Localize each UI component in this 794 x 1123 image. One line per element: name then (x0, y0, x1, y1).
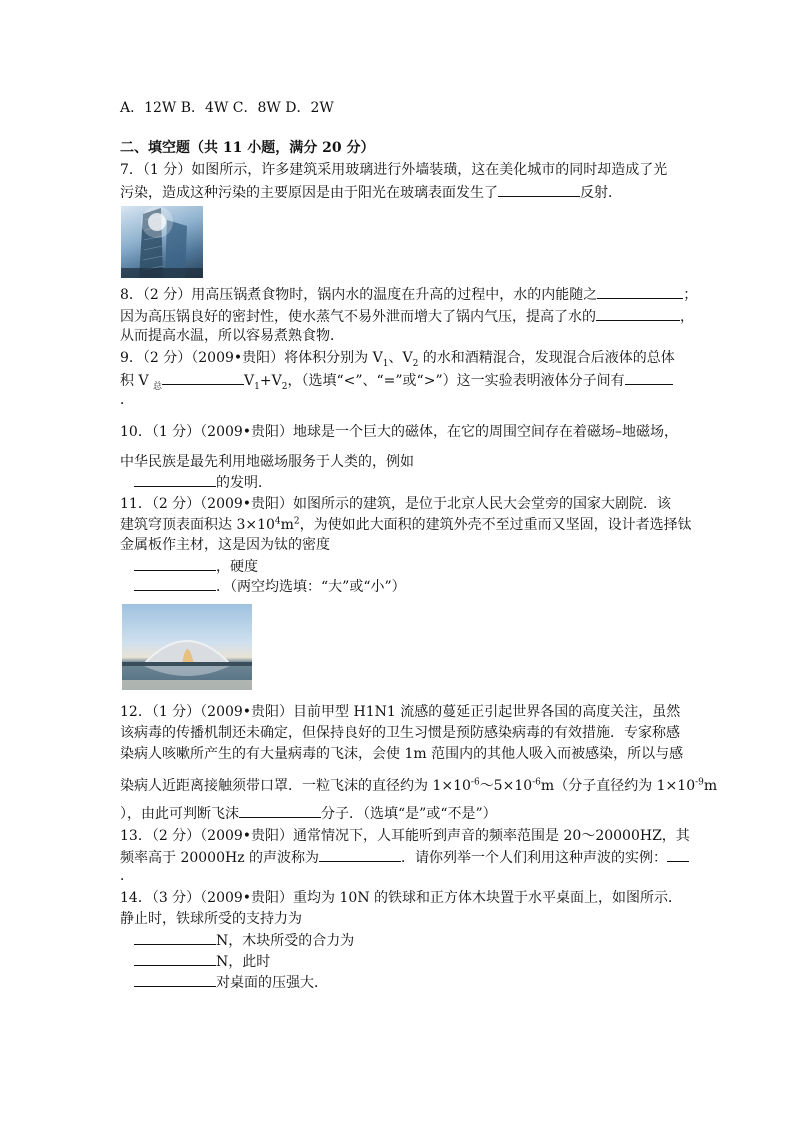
q13-line2 (120, 847, 689, 868)
q12-line3: 染病人咳嗽所产生的有大量病毒的飞沫，会使 1m 范围内的其他人吸入而被感染，所以与感 (120, 746, 684, 762)
q12-text-e: ），由此可判断飞沫 (120, 806, 239, 822)
q9-sub-3: 1 (254, 381, 260, 392)
q9-sub-2: 2 (412, 358, 419, 369)
q13-blank-2[interactable] (667, 847, 689, 862)
q7-line2b: 反射． (580, 185, 622, 201)
q9-blank-2[interactable] (625, 370, 673, 385)
q14-text-c: 对桌面的压强大． (216, 975, 328, 991)
q10-line1: 10．（1 分）（2009•贵阳）地球是一个巨大的磁体，在它的周围空间存在着磁场–地磁场， (120, 424, 679, 440)
q13-line3: ． (120, 868, 134, 884)
q13-line1: 13．（2 分）（2009•贵阳）通常情况下，人耳能听到声音的频率范围是 20～20000HZ，其 (120, 828, 690, 844)
q12-text-f: 分子．（选填“是”或“不是”） (321, 806, 497, 822)
q11-sup-1: 4 (274, 516, 281, 527)
q14-text-a: N，木块所受的合力为 (216, 933, 355, 949)
q12-blank[interactable] (239, 803, 321, 818)
q14-line2: 静止时，铁球所受的支持力为 (120, 911, 302, 927)
q11-sup-2: 2 (293, 516, 300, 527)
q12-text-c: m（分子直径约为 1×10 (540, 778, 696, 794)
q13-text-a: 频率高于 20000Hz 的声波称为 (120, 850, 320, 866)
q9-text-a: 9．（2 分）（2009•贵阳）将体积分别为 V (120, 350, 383, 366)
q9-text-d: 积 V (120, 373, 154, 389)
q14-line3 (134, 930, 354, 951)
q9-sub-4: 2 (281, 381, 288, 392)
options-line: A．12W B．4W C．8W D．2W (120, 100, 334, 116)
q10-blank[interactable] (134, 472, 216, 487)
q9-line2 (120, 370, 673, 391)
q12-line2: 该病毒的传播机制还未确定，但保持良好的卫生习惯是预防感染病毒的有效措施．专家称感 (120, 725, 680, 741)
q9-text-e: V (244, 373, 255, 389)
q14-blank-2[interactable] (134, 951, 216, 966)
q9-text-c: 的水和酒精混合，发现混合后液体的总体 (418, 350, 675, 366)
q12-text-b: ～5×10 (479, 778, 533, 794)
q14-blank-3[interactable] (134, 972, 216, 987)
q9-line1 (120, 348, 675, 368)
q14-blank-1[interactable] (134, 930, 216, 945)
q11-blank-2[interactable] (134, 576, 216, 591)
section-title: 二、填空题（共 11 小题，满分 20 分） (120, 140, 375, 156)
grand-theater-photo (122, 604, 252, 690)
q9-sub-total: 总 (153, 381, 163, 392)
q11-line1: 11．（2 分）（2009•贵阳）如图所示的建筑，是位于北京人民大会堂旁的国家大剧院．该 (120, 496, 672, 512)
q11-line5 (134, 576, 406, 597)
q11-text-c: ，为使如此大面积的建筑外壳不至过重而又坚固，设计者选择钛 (299, 517, 692, 533)
q14-text-b: N，此时 (216, 954, 271, 970)
q13-blank-1[interactable] (319, 847, 401, 862)
q9-text-g: ，（选填“<”、“=”或“>”）这一实验表明液体分子间有 (287, 373, 625, 389)
q10-line2: 中华民族是最先利用地磁场服务于人类的，例如 (120, 454, 414, 470)
q8-line1a: 8．（2 分）用高压锅煮食物时，锅内水的温度在升高的过程中，水的内能随之 (120, 287, 598, 303)
q10-line3 (134, 472, 272, 493)
q12-line1: 12．（1 分）（2009•贵阳）目前甲型 H1N1 流感的蔓延正引起世界各国的高度关注，虽然 (120, 704, 681, 720)
q10-text: 的发明． (216, 475, 272, 491)
q8-line3: 从而提高水温，所以容易煮熟食物． (120, 328, 344, 344)
q14-line4 (134, 951, 270, 972)
q11-text-d: ，硬度 (216, 559, 258, 575)
q12-sup-2: -6 (532, 777, 541, 788)
q8-line1 (120, 284, 697, 305)
q9-blank-1[interactable] (162, 370, 244, 385)
q8-line2b: ， (680, 309, 694, 325)
q11-line4 (134, 556, 258, 577)
q14-line5 (134, 972, 328, 993)
q11-line3: 金属板作主材，这是因为钛的密度 (120, 537, 330, 553)
q7-line2 (120, 182, 622, 203)
q14-line1: 14．（3 分）（2009•贵阳）重均为 10N 的铁球和正方体木块置于水平桌面上，如图所示． (120, 890, 683, 906)
q9-text-b: 、V (388, 350, 413, 366)
q8-line2a: 因为高压锅良好的密封性，使水蒸气不易外泄而增大了锅内气压，提高了水的 (120, 309, 596, 325)
q12-text-a: 染病人近距离接触须带口罩．一粒飞沫的直径约为 1×10 (120, 778, 471, 794)
q12-line4 (120, 776, 717, 796)
q8-line1b: ； (683, 287, 698, 303)
q7-blank[interactable] (498, 182, 580, 197)
q8-blank-2[interactable] (596, 306, 680, 321)
q7-line1: 7．（1 分）如图所示，许多建筑采用玻璃进行外墙装璜，这在美化城市的同时却造成了光 (120, 162, 668, 178)
q8-line2 (120, 306, 694, 327)
q9-text-f: +V (259, 373, 282, 389)
q12-sup-3: -9 (695, 777, 704, 788)
q9-sub-1: 1 (382, 358, 389, 369)
q11-blank-1[interactable] (134, 556, 216, 571)
q11-line2 (120, 515, 692, 535)
q12-text-d: m (703, 778, 718, 794)
q12-line5 (120, 803, 497, 824)
q11-text-a: 建筑穹顶表面积达 3×10 (120, 517, 275, 533)
glass-building-photo (121, 206, 203, 278)
q11-text-b: m (280, 517, 294, 533)
q7-line2a: 污染，造成这种污染的主要原因是由于阳光在玻璃表面发生了 (120, 185, 498, 201)
q11-text-e: ．（两空均选填：“大”或“小”） (216, 579, 406, 595)
q8-blank-1[interactable] (597, 284, 683, 299)
q9-line3: ． (120, 392, 134, 408)
q13-text-b: ．请你列举一个人们利用这种声波的实例： (401, 850, 668, 866)
q12-sup-1: -6 (470, 777, 480, 788)
